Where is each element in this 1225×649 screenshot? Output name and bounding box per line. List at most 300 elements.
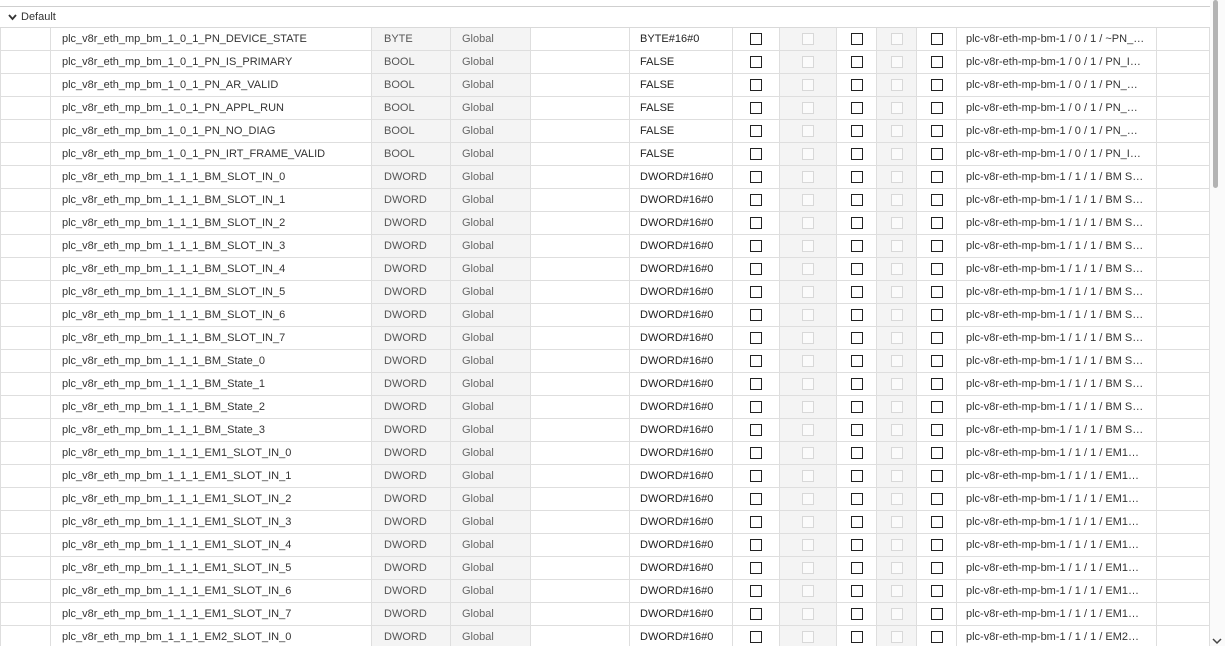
retain-checkbox-cell bbox=[733, 97, 780, 120]
export-checkbox[interactable] bbox=[931, 217, 943, 229]
address-cell[interactable] bbox=[531, 304, 630, 327]
address-cell[interactable] bbox=[531, 189, 630, 212]
extra-cell bbox=[1157, 143, 1210, 166]
retain-checkbox-cell bbox=[733, 373, 780, 396]
constant-checkbox[interactable] bbox=[851, 332, 863, 344]
row-handle[interactable] bbox=[1, 51, 51, 74]
retain-checkbox[interactable] bbox=[750, 585, 762, 597]
initial-value-cell[interactable]: DWORD#16#0 bbox=[630, 580, 733, 603]
table-row[interactable] bbox=[1, 189, 1210, 212]
comment-cell[interactable]: plc-v8r-eth-mp-bm-1 / 0 / 1 / PN_… bbox=[957, 120, 1157, 143]
scope-cell: Global bbox=[451, 580, 531, 603]
retain-checkbox[interactable] bbox=[750, 102, 762, 114]
export-checkbox[interactable] bbox=[931, 240, 943, 252]
comment-cell[interactable]: plc-v8r-eth-mp-bm-1 / 1 / 1 / EM1… bbox=[957, 488, 1157, 511]
row-handle[interactable] bbox=[1, 442, 51, 465]
export-checkbox[interactable] bbox=[931, 539, 943, 551]
initial-value-cell[interactable]: FALSE bbox=[630, 143, 733, 166]
address-cell[interactable] bbox=[531, 74, 630, 97]
constant-checkbox[interactable] bbox=[851, 470, 863, 482]
constant-checkbox[interactable] bbox=[851, 608, 863, 620]
table-row[interactable] bbox=[1, 419, 1210, 442]
initial-value-cell[interactable]: DWORD#16#0 bbox=[630, 419, 733, 442]
row-handle[interactable] bbox=[1, 373, 51, 396]
initial-value-cell[interactable]: DWORD#16#0 bbox=[630, 465, 733, 488]
table-row[interactable] bbox=[1, 373, 1210, 396]
variable-name-cell[interactable]: plc_v8r_eth_mp_bm_1_1_1_EM1_SLOT_IN_1 bbox=[51, 465, 372, 488]
constant-checkbox[interactable] bbox=[851, 539, 863, 551]
persistent-checkbox bbox=[802, 309, 814, 321]
constant-checkbox[interactable] bbox=[851, 401, 863, 413]
row-handle[interactable] bbox=[1, 189, 51, 212]
persistent-checkbox bbox=[802, 608, 814, 620]
row-handle[interactable] bbox=[1, 28, 51, 51]
constant-checkbox[interactable] bbox=[851, 516, 863, 528]
export-checkbox[interactable] bbox=[931, 608, 943, 620]
export-checkbox[interactable] bbox=[931, 102, 943, 114]
variable-name-cell[interactable]: plc_v8r_eth_mp_bm_1_1_1_EM1_SLOT_IN_6 bbox=[51, 580, 372, 603]
initial-value-cell[interactable]: FALSE bbox=[630, 97, 733, 120]
retain-checkbox[interactable] bbox=[750, 263, 762, 275]
opc-checkbox-cell bbox=[877, 488, 917, 511]
table-row[interactable] bbox=[1, 327, 1210, 350]
comment-cell[interactable]: plc-v8r-eth-mp-bm-1 / 1 / 1 / BM S… bbox=[957, 327, 1157, 350]
retain-checkbox[interactable] bbox=[750, 309, 762, 321]
variable-name-cell[interactable]: plc_v8r_eth_mp_bm_1_1_1_BM_SLOT_IN_5 bbox=[51, 281, 372, 304]
table-row[interactable] bbox=[1, 51, 1210, 74]
address-cell[interactable] bbox=[531, 626, 630, 647]
export-checkbox-cell bbox=[917, 350, 957, 373]
export-checkbox[interactable] bbox=[931, 263, 943, 275]
retain-checkbox[interactable] bbox=[750, 332, 762, 344]
comment-cell[interactable]: plc-v8r-eth-mp-bm-1 / 1 / 1 / EM1… bbox=[957, 534, 1157, 557]
table-row[interactable] bbox=[1, 465, 1210, 488]
initial-value-cell[interactable]: DWORD#16#0 bbox=[630, 212, 733, 235]
constant-checkbox[interactable] bbox=[851, 102, 863, 114]
variable-name-cell[interactable]: plc_v8r_eth_mp_bm_1_1_1_EM1_SLOT_IN_5 bbox=[51, 557, 372, 580]
variable-name-cell[interactable]: plc_v8r_eth_mp_bm_1_1_1_BM_SLOT_IN_6 bbox=[51, 304, 372, 327]
initial-value-cell[interactable]: BYTE#16#0 bbox=[630, 28, 733, 51]
row-handle[interactable] bbox=[1, 488, 51, 511]
variable-name-cell[interactable]: plc_v8r_eth_mp_bm_1_0_1_PN_DEVICE_STATE bbox=[51, 28, 372, 51]
row-handle[interactable] bbox=[1, 419, 51, 442]
initial-value-cell[interactable]: DWORD#16#0 bbox=[630, 258, 733, 281]
initial-value-cell[interactable]: DWORD#16#0 bbox=[630, 626, 733, 647]
address-cell[interactable] bbox=[531, 97, 630, 120]
table-row[interactable] bbox=[1, 258, 1210, 281]
variable-name-cell[interactable]: plc_v8r_eth_mp_bm_1_1_1_BM_SLOT_IN_2 bbox=[51, 212, 372, 235]
opc-checkbox-cell bbox=[877, 626, 917, 647]
initial-value-cell[interactable]: DWORD#16#0 bbox=[630, 557, 733, 580]
initial-value-cell[interactable]: DWORD#16#0 bbox=[630, 235, 733, 258]
scope-cell: Global bbox=[451, 603, 531, 626]
retain-checkbox[interactable] bbox=[750, 493, 762, 505]
constant-checkbox[interactable] bbox=[851, 33, 863, 45]
comment-cell[interactable]: plc-v8r-eth-mp-bm-1 / 1 / 1 / BM S… bbox=[957, 212, 1157, 235]
address-cell[interactable] bbox=[531, 281, 630, 304]
row-handle[interactable] bbox=[1, 235, 51, 258]
initial-value-cell[interactable]: DWORD#16#0 bbox=[630, 534, 733, 557]
address-cell[interactable] bbox=[531, 212, 630, 235]
retain-checkbox-cell bbox=[733, 166, 780, 189]
retain-checkbox[interactable] bbox=[750, 125, 762, 137]
persistent-checkbox bbox=[802, 562, 814, 574]
retain-checkbox-cell bbox=[733, 212, 780, 235]
retain-checkbox[interactable] bbox=[750, 79, 762, 91]
table-row[interactable] bbox=[1, 557, 1210, 580]
row-handle[interactable] bbox=[1, 166, 51, 189]
row-handle[interactable] bbox=[1, 74, 51, 97]
row-handle[interactable] bbox=[1, 626, 51, 647]
variable-name-cell[interactable]: plc_v8r_eth_mp_bm_1_0_1_PN_APPL_RUN bbox=[51, 97, 372, 120]
address-cell[interactable] bbox=[531, 557, 630, 580]
export-checkbox-cell bbox=[917, 143, 957, 166]
retain-checkbox[interactable] bbox=[750, 286, 762, 298]
variable-name-cell[interactable]: plc_v8r_eth_mp_bm_1_1_1_BM_SLOT_IN_1 bbox=[51, 189, 372, 212]
retain-checkbox[interactable] bbox=[750, 424, 762, 436]
row-handle[interactable] bbox=[1, 580, 51, 603]
export-checkbox[interactable] bbox=[931, 585, 943, 597]
address-cell[interactable] bbox=[531, 166, 630, 189]
retain-checkbox[interactable] bbox=[750, 217, 762, 229]
export-checkbox[interactable] bbox=[931, 562, 943, 574]
variable-name-cell[interactable]: plc_v8r_eth_mp_bm_1_1_1_BM_SLOT_IN_4 bbox=[51, 258, 372, 281]
export-checkbox[interactable] bbox=[931, 355, 943, 367]
comment-cell[interactable]: plc-v8r-eth-mp-bm-1 / 1 / 1 / BM S… bbox=[957, 419, 1157, 442]
variable-name-cell[interactable]: plc_v8r_eth_mp_bm_1_1_1_EM1_SLOT_IN_3 bbox=[51, 511, 372, 534]
comment-cell[interactable]: plc-v8r-eth-mp-bm-1 / 1 / 1 / EM1… bbox=[957, 557, 1157, 580]
constant-checkbox[interactable] bbox=[851, 217, 863, 229]
comment-cell[interactable]: plc-v8r-eth-mp-bm-1 / 1 / 1 / EM1… bbox=[957, 580, 1157, 603]
export-checkbox[interactable] bbox=[931, 516, 943, 528]
comment-cell[interactable]: plc-v8r-eth-mp-bm-1 / 1 / 1 / EM1… bbox=[957, 511, 1157, 534]
initial-value-cell[interactable]: DWORD#16#0 bbox=[630, 281, 733, 304]
table-row[interactable] bbox=[1, 626, 1210, 647]
row-handle[interactable] bbox=[1, 281, 51, 304]
table-row[interactable] bbox=[1, 281, 1210, 304]
constant-checkbox[interactable] bbox=[851, 56, 863, 68]
persistent-checkbox-cell bbox=[780, 327, 837, 350]
comment-cell[interactable]: plc-v8r-eth-mp-bm-1 / 1 / 1 / EM2… bbox=[957, 626, 1157, 647]
export-checkbox[interactable] bbox=[931, 631, 943, 643]
retain-checkbox[interactable] bbox=[750, 171, 762, 183]
variable-name-cell[interactable]: plc_v8r_eth_mp_bm_1_1_1_EM1_SLOT_IN_4 bbox=[51, 534, 372, 557]
row-handle[interactable] bbox=[1, 396, 51, 419]
variable-name-cell[interactable]: plc_v8r_eth_mp_bm_1_0_1_PN_AR_VALID bbox=[51, 74, 372, 97]
address-cell[interactable] bbox=[531, 419, 630, 442]
comment-cell[interactable]: plc-v8r-eth-mp-bm-1 / 1 / 1 / BM S… bbox=[957, 166, 1157, 189]
export-checkbox[interactable] bbox=[931, 125, 943, 137]
retain-checkbox[interactable] bbox=[750, 148, 762, 160]
comment-cell[interactable]: plc-v8r-eth-mp-bm-1 / 0 / 1 / PN_I… bbox=[957, 51, 1157, 74]
group-header-default[interactable] bbox=[0, 7, 1210, 28]
table-row[interactable] bbox=[1, 97, 1210, 120]
constant-checkbox[interactable] bbox=[851, 171, 863, 183]
data-type-cell: DWORD bbox=[372, 304, 451, 327]
constant-checkbox-cell bbox=[837, 580, 877, 603]
table-row[interactable] bbox=[1, 580, 1210, 603]
table-row[interactable] bbox=[1, 350, 1210, 373]
opc-checkbox bbox=[891, 286, 903, 298]
constant-checkbox[interactable] bbox=[851, 79, 863, 91]
export-checkbox[interactable] bbox=[931, 194, 943, 206]
table-row[interactable] bbox=[1, 212, 1210, 235]
row-handle[interactable] bbox=[1, 350, 51, 373]
comment-cell[interactable]: plc-v8r-eth-mp-bm-1 / 0 / 1 / PN_I… bbox=[957, 143, 1157, 166]
constant-checkbox[interactable] bbox=[851, 447, 863, 459]
table-row[interactable] bbox=[1, 304, 1210, 327]
constant-checkbox[interactable] bbox=[851, 378, 863, 390]
address-cell[interactable] bbox=[531, 511, 630, 534]
retain-checkbox[interactable] bbox=[750, 240, 762, 252]
export-checkbox[interactable] bbox=[931, 171, 943, 183]
initial-value-cell[interactable]: DWORD#16#0 bbox=[630, 511, 733, 534]
opc-checkbox bbox=[891, 194, 903, 206]
initial-value-cell[interactable]: DWORD#16#0 bbox=[630, 166, 733, 189]
initial-value-cell[interactable]: DWORD#16#0 bbox=[630, 603, 733, 626]
address-cell[interactable] bbox=[531, 465, 630, 488]
persistent-checkbox-cell bbox=[780, 51, 837, 74]
initial-value-cell[interactable]: DWORD#16#0 bbox=[630, 488, 733, 511]
row-handle[interactable] bbox=[1, 97, 51, 120]
comment-cell[interactable]: plc-v8r-eth-mp-bm-1 / 1 / 1 / BM S… bbox=[957, 304, 1157, 327]
variable-name-cell[interactable]: plc_v8r_eth_mp_bm_1_1_1_EM1_SLOT_IN_0 bbox=[51, 442, 372, 465]
export-checkbox[interactable] bbox=[931, 286, 943, 298]
variable-name-cell[interactable]: plc_v8r_eth_mp_bm_1_1_1_BM_State_3 bbox=[51, 419, 372, 442]
export-checkbox[interactable] bbox=[931, 493, 943, 505]
constant-checkbox[interactable] bbox=[851, 286, 863, 298]
retain-checkbox[interactable] bbox=[750, 608, 762, 620]
opc-checkbox bbox=[891, 631, 903, 643]
row-handle[interactable] bbox=[1, 603, 51, 626]
row-handle[interactable] bbox=[1, 143, 51, 166]
data-type-cell: DWORD bbox=[372, 258, 451, 281]
address-cell[interactable] bbox=[531, 143, 630, 166]
retain-checkbox[interactable] bbox=[750, 447, 762, 459]
initial-value-cell[interactable]: DWORD#16#0 bbox=[630, 350, 733, 373]
comment-cell[interactable]: plc-v8r-eth-mp-bm-1 / 1 / 1 / EM1… bbox=[957, 603, 1157, 626]
comment-cell[interactable]: plc-v8r-eth-mp-bm-1 / 1 / 1 / EM1… bbox=[957, 442, 1157, 465]
initial-value-cell[interactable]: DWORD#16#0 bbox=[630, 304, 733, 327]
constant-checkbox-cell bbox=[837, 465, 877, 488]
constant-checkbox[interactable] bbox=[851, 585, 863, 597]
retain-checkbox[interactable] bbox=[750, 539, 762, 551]
opc-checkbox bbox=[891, 309, 903, 321]
address-cell[interactable] bbox=[531, 120, 630, 143]
export-checkbox-cell bbox=[917, 281, 957, 304]
address-cell[interactable] bbox=[531, 534, 630, 557]
initial-value-cell[interactable]: DWORD#16#0 bbox=[630, 189, 733, 212]
export-checkbox[interactable] bbox=[931, 378, 943, 390]
address-cell[interactable] bbox=[531, 373, 630, 396]
opc-checkbox-cell bbox=[877, 235, 917, 258]
initial-value-cell[interactable]: DWORD#16#0 bbox=[630, 442, 733, 465]
export-checkbox[interactable] bbox=[931, 148, 943, 160]
variable-name-cell[interactable]: plc_v8r_eth_mp_bm_1_1_1_BM_State_0 bbox=[51, 350, 372, 373]
retain-checkbox[interactable] bbox=[750, 378, 762, 390]
export-checkbox[interactable] bbox=[931, 33, 943, 45]
row-handle[interactable] bbox=[1, 120, 51, 143]
comment-cell[interactable]: plc-v8r-eth-mp-bm-1 / 1 / 1 / BM S… bbox=[957, 373, 1157, 396]
comment-cell[interactable]: plc-v8r-eth-mp-bm-1 / 1 / 1 / BM S… bbox=[957, 235, 1157, 258]
table-row[interactable] bbox=[1, 120, 1210, 143]
constant-checkbox[interactable] bbox=[851, 493, 863, 505]
address-cell[interactable] bbox=[531, 51, 630, 74]
address-cell[interactable] bbox=[531, 488, 630, 511]
address-cell[interactable] bbox=[531, 580, 630, 603]
scrollbar-thumb[interactable] bbox=[1213, 0, 1218, 188]
retain-checkbox[interactable] bbox=[750, 562, 762, 574]
export-checkbox[interactable] bbox=[931, 332, 943, 344]
variable-name-cell[interactable]: plc_v8r_eth_mp_bm_1_0_1_PN_NO_DIAG bbox=[51, 120, 372, 143]
persistent-checkbox bbox=[802, 470, 814, 482]
variable-name-cell[interactable]: plc_v8r_eth_mp_bm_1_0_1_PN_IRT_FRAME_VALID bbox=[51, 143, 372, 166]
comment-cell[interactable]: plc-v8r-eth-mp-bm-1 / 1 / 1 / BM S… bbox=[957, 396, 1157, 419]
row-handle[interactable] bbox=[1, 557, 51, 580]
constant-checkbox[interactable] bbox=[851, 355, 863, 367]
retain-checkbox[interactable] bbox=[750, 516, 762, 528]
data-type-cell: DWORD bbox=[372, 373, 451, 396]
extra-cell bbox=[1157, 120, 1210, 143]
comment-cell[interactable]: plc-v8r-eth-mp-bm-1 / 1 / 1 / BM S… bbox=[957, 189, 1157, 212]
persistent-checkbox bbox=[802, 240, 814, 252]
retain-checkbox[interactable] bbox=[750, 470, 762, 482]
initial-value-cell[interactable]: FALSE bbox=[630, 120, 733, 143]
retain-checkbox[interactable] bbox=[750, 56, 762, 68]
persistent-checkbox bbox=[802, 332, 814, 344]
address-cell[interactable] bbox=[531, 258, 630, 281]
retain-checkbox[interactable] bbox=[750, 33, 762, 45]
address-cell[interactable] bbox=[531, 396, 630, 419]
comment-cell[interactable]: plc-v8r-eth-mp-bm-1 / 1 / 1 / BM S… bbox=[957, 258, 1157, 281]
variable-name-cell[interactable]: plc_v8r_eth_mp_bm_1_1_1_BM_SLOT_IN_0 bbox=[51, 166, 372, 189]
constant-checkbox[interactable] bbox=[851, 125, 863, 137]
constant-checkbox[interactable] bbox=[851, 631, 863, 643]
chevron-down-icon[interactable] bbox=[8, 13, 16, 21]
persistent-checkbox-cell bbox=[780, 511, 837, 534]
constant-checkbox[interactable] bbox=[851, 240, 863, 252]
persistent-checkbox-cell bbox=[780, 350, 837, 373]
variable-name-cell[interactable]: plc_v8r_eth_mp_bm_1_1_1_EM1_SLOT_IN_2 bbox=[51, 488, 372, 511]
comment-cell[interactable]: plc-v8r-eth-mp-bm-1 / 0 / 1 / ~PN_… bbox=[957, 28, 1157, 51]
address-cell[interactable] bbox=[531, 28, 630, 51]
export-checkbox-cell bbox=[917, 396, 957, 419]
retain-checkbox-cell bbox=[733, 534, 780, 557]
address-cell[interactable] bbox=[531, 327, 630, 350]
opc-checkbox bbox=[891, 217, 903, 229]
export-checkbox[interactable] bbox=[931, 56, 943, 68]
constant-checkbox[interactable] bbox=[851, 424, 863, 436]
row-handle[interactable] bbox=[1, 511, 51, 534]
constant-checkbox[interactable] bbox=[851, 309, 863, 321]
persistent-checkbox bbox=[802, 194, 814, 206]
table-row[interactable] bbox=[1, 511, 1210, 534]
row-handle[interactable] bbox=[1, 327, 51, 350]
scope-cell: Global bbox=[451, 97, 531, 120]
export-checkbox[interactable] bbox=[931, 424, 943, 436]
persistent-checkbox-cell bbox=[780, 97, 837, 120]
table-row[interactable] bbox=[1, 28, 1210, 51]
address-cell[interactable] bbox=[531, 235, 630, 258]
export-checkbox-cell bbox=[917, 488, 957, 511]
extra-cell bbox=[1157, 419, 1210, 442]
export-checkbox-cell bbox=[917, 235, 957, 258]
row-handle[interactable] bbox=[1, 304, 51, 327]
address-cell[interactable] bbox=[531, 442, 630, 465]
comment-cell[interactable]: plc-v8r-eth-mp-bm-1 / 1 / 1 / BM S… bbox=[957, 350, 1157, 373]
chevron-down-icon[interactable] bbox=[1211, 636, 1223, 646]
row-handle[interactable] bbox=[1, 465, 51, 488]
constant-checkbox[interactable] bbox=[851, 263, 863, 275]
export-checkbox[interactable] bbox=[931, 309, 943, 321]
comment-cell[interactable]: plc-v8r-eth-mp-bm-1 / 1 / 1 / EM1… bbox=[957, 465, 1157, 488]
export-checkbox[interactable] bbox=[931, 470, 943, 482]
table-row[interactable] bbox=[1, 488, 1210, 511]
variable-name-cell[interactable]: plc_v8r_eth_mp_bm_1_1_1_EM2_SLOT_IN_0 bbox=[51, 626, 372, 647]
address-cell[interactable] bbox=[531, 350, 630, 373]
comment-cell[interactable]: plc-v8r-eth-mp-bm-1 / 0 / 1 / PN_… bbox=[957, 74, 1157, 97]
table-row[interactable] bbox=[1, 166, 1210, 189]
table-row[interactable] bbox=[1, 74, 1210, 97]
initial-value-cell[interactable]: DWORD#16#0 bbox=[630, 373, 733, 396]
constant-checkbox[interactable] bbox=[851, 562, 863, 574]
export-checkbox[interactable] bbox=[931, 447, 943, 459]
scope-cell: Global bbox=[451, 442, 531, 465]
constant-checkbox[interactable] bbox=[851, 194, 863, 206]
row-handle[interactable] bbox=[1, 534, 51, 557]
row-handle[interactable] bbox=[1, 258, 51, 281]
table-row[interactable] bbox=[1, 442, 1210, 465]
variable-name-cell[interactable]: plc_v8r_eth_mp_bm_1_1_1_BM_State_1 bbox=[51, 373, 372, 396]
table-row[interactable] bbox=[1, 235, 1210, 258]
extra-cell bbox=[1157, 97, 1210, 120]
export-checkbox[interactable] bbox=[931, 401, 943, 413]
variable-name-cell[interactable]: plc_v8r_eth_mp_bm_1_1_1_BM_SLOT_IN_7 bbox=[51, 327, 372, 350]
opc-checkbox bbox=[891, 33, 903, 45]
initial-value-cell[interactable]: DWORD#16#0 bbox=[630, 327, 733, 350]
export-checkbox[interactable] bbox=[931, 79, 943, 91]
initial-value-cell[interactable]: FALSE bbox=[630, 51, 733, 74]
retain-checkbox[interactable] bbox=[750, 194, 762, 206]
data-type-cell: DWORD bbox=[372, 580, 451, 603]
initial-value-cell[interactable]: DWORD#16#0 bbox=[630, 396, 733, 419]
address-cell[interactable] bbox=[531, 603, 630, 626]
constant-checkbox-cell bbox=[837, 327, 877, 350]
constant-checkbox-cell bbox=[837, 28, 877, 51]
constant-checkbox-cell bbox=[837, 511, 877, 534]
comment-cell[interactable]: plc-v8r-eth-mp-bm-1 / 1 / 1 / BM S… bbox=[957, 281, 1157, 304]
persistent-checkbox-cell bbox=[780, 442, 837, 465]
initial-value-cell[interactable]: FALSE bbox=[630, 74, 733, 97]
retain-checkbox[interactable] bbox=[750, 631, 762, 643]
variable-name-cell[interactable]: plc_v8r_eth_mp_bm_1_1_1_EM1_SLOT_IN_7 bbox=[51, 603, 372, 626]
table-row[interactable] bbox=[1, 396, 1210, 419]
variable-name-cell[interactable]: plc_v8r_eth_mp_bm_1_0_1_PN_IS_PRIMARY bbox=[51, 51, 372, 74]
persistent-checkbox-cell bbox=[780, 304, 837, 327]
retain-checkbox[interactable] bbox=[750, 401, 762, 413]
table-row[interactable] bbox=[1, 603, 1210, 626]
variable-name-cell[interactable]: plc_v8r_eth_mp_bm_1_1_1_BM_State_2 bbox=[51, 396, 372, 419]
table-body bbox=[1, 28, 1210, 646]
retain-checkbox[interactable] bbox=[750, 355, 762, 367]
variable-name-cell[interactable]: plc_v8r_eth_mp_bm_1_1_1_BM_SLOT_IN_3 bbox=[51, 235, 372, 258]
constant-checkbox[interactable] bbox=[851, 148, 863, 160]
comment-cell[interactable]: plc-v8r-eth-mp-bm-1 / 0 / 1 / PN_… bbox=[957, 97, 1157, 120]
extra-cell bbox=[1157, 166, 1210, 189]
table-row[interactable] bbox=[1, 534, 1210, 557]
table-row[interactable] bbox=[1, 143, 1210, 166]
row-handle[interactable] bbox=[1, 212, 51, 235]
